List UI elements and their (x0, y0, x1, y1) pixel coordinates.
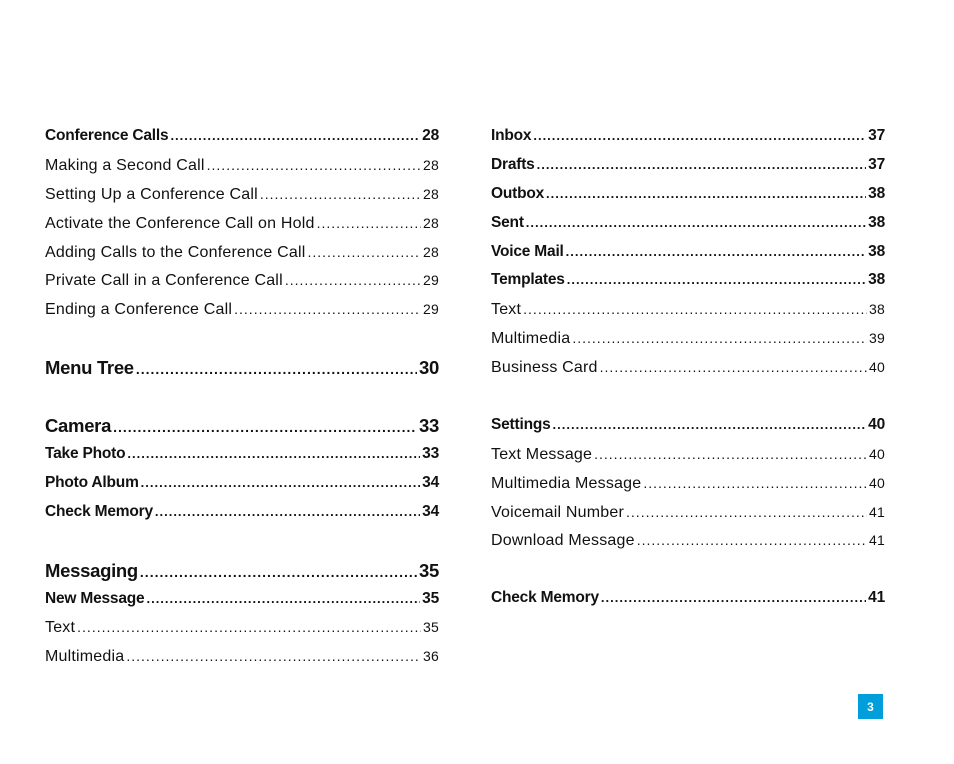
toc-entry-page-number: 28 (422, 127, 439, 144)
toc-entry-title: Voice Mail (491, 242, 564, 260)
toc-section-entry (491, 151, 885, 180)
toc-entry-page-number: 41 (869, 532, 885, 549)
toc-entry-title: Text (45, 619, 76, 637)
toc-entry-page-number: 38 (869, 301, 885, 318)
toc-entry (45, 180, 439, 209)
toc-entry-page-number: 40 (868, 415, 885, 433)
section-spacer (45, 324, 439, 353)
toc-entry-page-number: 40 (869, 445, 885, 462)
toc-entry-title: Adding Calls to the Conference Call (45, 243, 306, 261)
toc-left-column (45, 122, 439, 671)
dot-leader (155, 498, 420, 527)
toc-entry-page-number: 29 (423, 272, 439, 289)
toc-section-entry (491, 209, 885, 238)
toc-entry-title: Multimedia Message (491, 474, 642, 492)
toc-entry-title: Setting Up a Conference Call (45, 185, 258, 203)
toc-entry (45, 238, 439, 267)
dot-leader (526, 209, 866, 238)
toc-entry-page-number: 35 (419, 559, 439, 581)
toc-chapter-entry (45, 411, 439, 440)
toc-entry-title: Inbox (491, 127, 532, 144)
toc-entry-title: Text (491, 301, 522, 319)
dot-leader (285, 266, 421, 295)
page-number-badge: 3 (858, 694, 883, 719)
toc-section-entry (45, 122, 439, 151)
toc-entry-title: Camera (45, 415, 112, 437)
dot-leader (113, 413, 417, 442)
dot-leader (637, 526, 867, 555)
section-spacer (45, 527, 439, 556)
dot-leader (643, 469, 867, 498)
dot-leader (533, 122, 866, 151)
dot-leader (594, 440, 867, 469)
toc-entry-page-number: 30 (419, 357, 439, 379)
toc-entry-title: Settings (491, 415, 551, 433)
dot-leader (523, 295, 867, 324)
dot-leader (566, 238, 867, 267)
dot-leader (234, 295, 421, 324)
dot-leader (567, 266, 866, 295)
toc-entry-title: Check Memory (491, 589, 599, 607)
dot-leader (136, 355, 417, 384)
dot-leader (260, 180, 421, 209)
toc-entry-title: Sent (491, 213, 524, 231)
toc-section-entry (491, 266, 885, 295)
toc-entry-title: Download Message (491, 532, 635, 550)
dot-leader (127, 440, 420, 469)
section-spacer (491, 555, 885, 584)
toc-entry-page-number: 28 (423, 243, 439, 260)
toc-entry-page-number: 40 (869, 474, 885, 491)
toc-entry-title: Drafts (491, 155, 535, 173)
dot-leader (146, 585, 420, 614)
toc-entry-title: Templates (491, 271, 565, 289)
toc-entry-title: Check Memory (45, 502, 153, 520)
toc-entry-title: Business Card (491, 359, 598, 377)
toc-entry (491, 526, 885, 555)
toc-entry-page-number: 41 (869, 503, 885, 520)
toc-entry-title: Making a Second Call (45, 156, 205, 174)
dot-leader (77, 613, 421, 642)
toc-entry (45, 642, 439, 671)
dot-leader (546, 180, 866, 209)
toc-entry (45, 151, 439, 180)
toc-entry-title: Private Call in a Conference Call (45, 272, 283, 290)
toc-entry-page-number: 28 (423, 214, 439, 231)
toc-entry-page-number: 36 (423, 648, 439, 665)
dot-leader (170, 122, 420, 151)
toc-entry-page-number: 37 (868, 155, 885, 173)
toc-entry-title: New Message (45, 589, 145, 607)
toc-entry-page-number: 28 (423, 185, 439, 202)
toc-entry (45, 613, 439, 642)
toc-entry-page-number: 35 (422, 589, 439, 607)
toc-entry (45, 266, 439, 295)
toc-entry-title: Outbox (491, 184, 545, 202)
toc-entry (491, 353, 885, 382)
toc-section-entry (491, 584, 885, 613)
toc-section-entry (491, 122, 885, 151)
toc-entry-page-number: 35 (423, 619, 439, 636)
toc-section-entry (491, 180, 885, 209)
toc-entry-title: Conference Calls (45, 127, 169, 144)
toc-section-entry (45, 585, 439, 614)
toc-entry-title: Ending a Conference Call (45, 301, 233, 319)
toc-entry-page-number: 38 (868, 213, 885, 231)
dot-leader (537, 151, 867, 180)
toc-entry-page-number: 39 (869, 330, 885, 347)
toc-entry-page-number: 29 (423, 301, 439, 318)
toc-right-column (491, 122, 885, 613)
toc-entry (491, 498, 885, 527)
toc-chapter-entry (45, 556, 439, 585)
toc-entry-title: Take Photo (45, 445, 126, 463)
dot-leader (601, 584, 866, 613)
toc-section-entry (491, 238, 885, 267)
toc-entry (45, 295, 439, 324)
toc-entry-title: Multimedia (491, 330, 571, 348)
toc-entry-title: Voicemail Number (491, 503, 625, 521)
dot-leader (572, 324, 867, 353)
toc-entry (491, 440, 885, 469)
toc-entry-page-number: 33 (419, 415, 439, 437)
toc-entry-title: Messaging (45, 559, 138, 581)
section-spacer (45, 382, 439, 411)
toc-section-entry (491, 411, 885, 440)
dot-leader (600, 353, 867, 382)
toc-entry-page-number: 34 (422, 473, 439, 491)
dot-leader (626, 498, 867, 527)
dot-leader (553, 411, 867, 440)
toc-entry-title: Activate the Conference Call on Hold (45, 214, 315, 232)
dot-leader (307, 238, 421, 267)
toc-section-entry (45, 440, 439, 469)
toc-chapter-entry (45, 353, 439, 382)
toc-entry-page-number: 38 (868, 242, 885, 260)
dot-leader (140, 558, 417, 587)
toc-entry-page-number: 34 (422, 502, 439, 520)
dot-leader (141, 469, 421, 498)
toc-section-entry (45, 469, 439, 498)
toc-entry-title: Photo Album (45, 473, 139, 491)
toc-entry-page-number: 38 (868, 271, 885, 289)
section-spacer (491, 382, 885, 411)
toc-entry-title: Menu Tree (45, 357, 134, 379)
toc-entry-page-number: 37 (868, 127, 885, 144)
toc-entry (45, 209, 439, 238)
toc-entry-page-number: 33 (422, 445, 439, 463)
toc-entry-page-number: 28 (423, 156, 439, 173)
toc-entry (491, 469, 885, 498)
toc-entry-page-number: 38 (868, 184, 885, 202)
toc-entry-page-number: 41 (868, 589, 885, 607)
toc-entry (491, 324, 885, 353)
toc-section-entry (45, 498, 439, 527)
toc-entry-title: Text Message (491, 445, 593, 463)
toc-entry (491, 295, 885, 324)
dot-leader (317, 209, 421, 238)
dot-leader (126, 642, 421, 671)
toc-entry-page-number: 40 (869, 359, 885, 376)
dot-leader (207, 151, 421, 180)
toc-entry-title: Multimedia (45, 648, 125, 666)
